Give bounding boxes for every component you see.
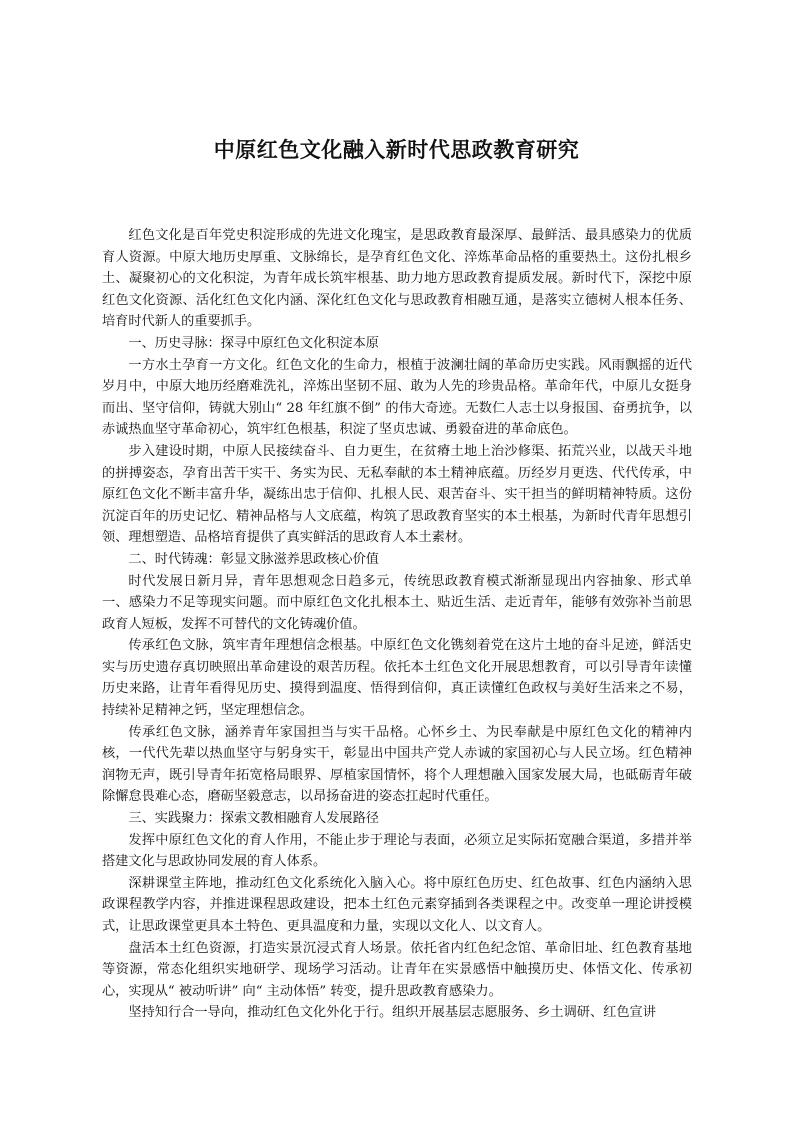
document-title: 中原红色文化融入新时代思政教育研究	[213, 137, 580, 162]
body-paragraph: 红色文化是百年党史积淀形成的先进文化瑰宝，是思政教育最深厚、最鲜活、最具感染力的优质育人资源。中原大地历史厚重、文脉绵长，是孕育红色文化、淬炼革命品格的重要热土。这份扎根乡土、凝聚初心的文化积淀，为青年成长筑牢根基、助力地方思政教育提质发展。新时代下，深挖中原红色文化资源、活化红色文化内涵、深化红色文化与思政教育相融互通，是落实立德树人根本任务、培育时代新人的重要抓手。	[102, 228, 692, 330]
body-paragraph: 深耕课堂主阵地，推动红色文化系统化入脑入心。将中原红色历史、红色故事、红色内涵纳入思政课程教学内容，并推进课程思政建设，把本土红色元素穿插到各类课程之中。改变单一理论讲授模式，让思政课堂更具本土特色、更具温度和力量，实现以文化人、以文育人。	[102, 875, 692, 934]
section-heading: 一、历史寻脉：探寻中原红色文化积淀本原	[128, 335, 379, 351]
body-paragraph: 发挥中原红色文化的育人作用，不能止步于理论与表面，必须立足实际拓宽融合渠道，多措并举搭建文化与思政协同发展的育人体系。	[102, 832, 692, 870]
body-paragraph: 步入建设时期，中原人民接续奋斗、自力更生，在贫瘠土地上治沙修渠、拓荒兴业，以战天斗地的拼搏姿态，孕育出苦干实干、务实为民、无私奉献的本土精神底蕴。历经岁月更迭、代代传承，中原红色文化不断丰富升华，凝练出忠于信仰、扎根人民、艰苦奋斗、实干担当的鲜明精神特质。这份沉淀百年的历史记忆、精神品格与人文底蕴，构筑了思政教育坚实的本土根基，为新时代青年思想引领、理想塑造、品格培育提供了真实鲜活的思政育人本土素材。	[102, 443, 692, 546]
body-paragraph: 一方水土孕育一方文化。红色文化的生命力，根植于波澜壮阔的革命历史实践。风雨飘摇的近代岁月中，中原大地历经磨难洗礼，淬炼出坚韧不屈、敢为人先的珍贵品格。革命年代，中原儿女挺身而出、坚守信仰，铸就大别山“ 28 年红旗不倒” 的伟大奇迹。无数仁人志士以身报国、奋勇抗争，以赤诚热血坚守革命初心，筑牢红色根基，积淀了坚贞忠诚、勇毅奋进的革命底色。	[102, 357, 692, 438]
section-heading: 三、实践聚力：探索文教相融育人发展路径	[128, 811, 379, 827]
body-paragraph: 时代发展日新月异，青年思想观念日趋多元，传统思政教育模式渐渐显现出内容抽象、形式单一、感染力不足等现实问题。而中原红色文化扎根本土、贴近生活、走近青年，能够有效弥补当前思政育人短板，发挥不可替代的文化铸魂价值。	[102, 573, 692, 632]
body-paragraph: 传承红色文脉，筑牢青年理想信念根基。中原红色文化镌刻着党在这片土地的奋斗足迹，鲜活史实与历史遗存真切映照出革命建设的艰苦历程。依托本土红色文化开展思想教育，可以引导青年读懂历史来路，让青年看得见历史、摸得到温度、悟得到信仰，真正读懂红色政权与美好生活来之不易，持续补足精神之钙，坚定理想信念。	[102, 638, 692, 719]
body-paragraph: 盘活本土红色资源，打造实景沉浸式育人场景。依托省内红色纪念馆、革命旧址、红色教育基地等资源，常态化组织实地研学、现场学习活动。让青年在实景感悟中触摸历史、体悟文化、传承初心，实现从“ 被动听讲” 向“ 主动体悟” 转变，提升思政教育感染力。	[102, 940, 692, 999]
body-paragraph: 坚持知行合一导向，推动红色文化外化于行。组织开展基层志愿服务、乡土调研、红色宣讲	[128, 1005, 656, 1021]
body-paragraph: 传承红色文脉，涵养青年家国担当与实干品格。心怀乡土、为民奉献是中原红色文化的精神内核，一代代先辈以热血坚守与躬身实干，彰显出中国共产党人赤诚的家国初心与人民立场。红色精神润物无声，既引导青年拓宽格局眼界、厚植家国情怀，将个人理想融入国家发展大局，也砥砺青年破除懈怠畏难心态，磨砺坚毅意志，以昂扬奋进的姿态扛起时代重任。	[102, 724, 692, 805]
document-body	[102, 225, 692, 1024]
section-heading: 二、时代铸魂：彰显文脉滋养思政核心价值	[128, 551, 379, 567]
